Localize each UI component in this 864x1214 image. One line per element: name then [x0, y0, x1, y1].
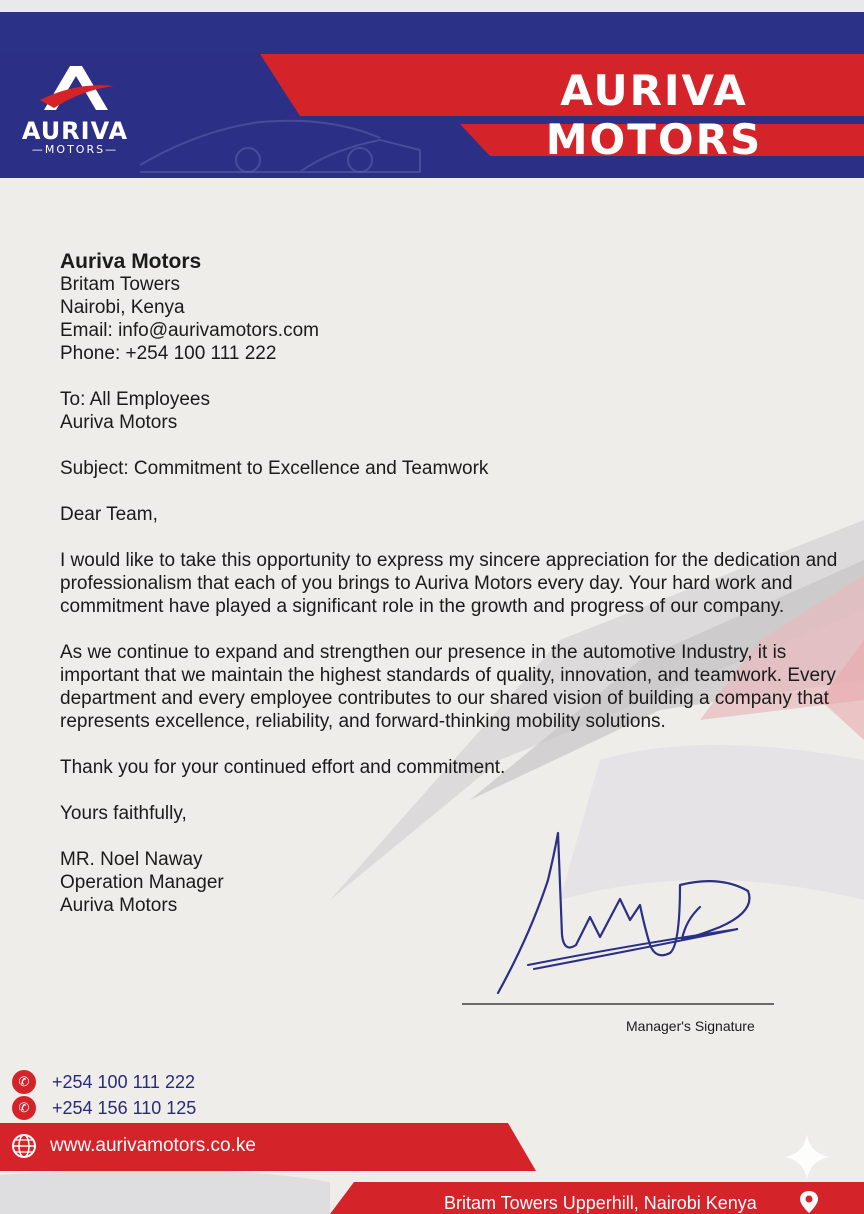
- signatory-company: Auriva Motors: [60, 895, 178, 916]
- website-link[interactable]: www.aurivamotors.co.ke: [50, 1135, 256, 1156]
- salutation: Dear Team,: [60, 504, 158, 525]
- sender-building: Britam Towers: [60, 274, 181, 295]
- banner-title: AURIVA MOTORS: [545, 66, 763, 164]
- signatory-title: Operation Manager: [60, 872, 224, 893]
- footer-phone-2: [12, 1096, 196, 1120]
- body-paragraph-3: [60, 756, 840, 779]
- signatory-name: MR. Noel Naway: [60, 849, 203, 870]
- paragraph-text: Thank you for your continued effort and commitment.: [60, 757, 506, 778]
- sender-city: Nairobi, Kenya: [60, 297, 185, 318]
- closing: Yours faithfully,: [60, 803, 187, 824]
- phone-number: +254 156 110 125: [52, 1097, 197, 1118]
- body-paragraph-1: [60, 549, 840, 618]
- body-paragraph-2: [60, 641, 840, 733]
- phone-icon: ✆: [12, 1070, 36, 1094]
- map-pin-icon: [798, 1190, 820, 1214]
- sender-email: Email: info@aurivamotors.com: [60, 320, 319, 341]
- footer-address: Britam Towers Upperhill, Nairobi Kenya: [444, 1193, 757, 1213]
- sparkle-icon: [782, 1132, 832, 1182]
- globe-icon: [10, 1132, 38, 1160]
- footer-phone-1: [12, 1070, 195, 1094]
- signature-caption: Manager's Signature: [626, 1018, 755, 1034]
- sender-phone: Phone: +254 100 111 222: [60, 343, 277, 364]
- sender-address-block: [60, 250, 840, 365]
- closing-block: [60, 802, 840, 825]
- paragraph-text: I would like to take this opportunity to express my sincere appreciation for the dedication and professionalism that each of you brings to Auriva Motors every day. Your hard work and commitment have played a significant role in the growth and progress of our company.: [60, 550, 838, 617]
- handwritten-signature: [490, 825, 770, 1000]
- logo-wordmark: AURIVA: [21, 117, 129, 145]
- auriva-logo-emblem: [36, 60, 116, 116]
- logo-subtitle: —MOTORS—: [31, 143, 119, 156]
- recipient-block: [60, 388, 840, 434]
- salutation-block: [60, 503, 840, 526]
- subject-text: Subject: Commitment to Excellence and Teamwork: [60, 458, 489, 479]
- subject-line: [60, 457, 840, 480]
- letter-body: [60, 250, 840, 917]
- phone-icon: ✆: [12, 1096, 36, 1120]
- sender-company: Auriva Motors: [60, 250, 202, 273]
- letterhead-header: [0, 0, 864, 178]
- recipient-org: Auriva Motors: [60, 412, 178, 433]
- paragraph-text: As we continue to expand and strengthen our presence in the automotive Industry, it is important that we maintain the highest standards of quality, innovation, and teamwork. Every department and every employee contributes to our shared vision of building a company that represents excellence, reliability, and forward-thinking mobility solutions.: [60, 642, 836, 732]
- recipient-to: To: All Employees: [60, 389, 210, 410]
- phone-number: +254 100 111 222: [52, 1071, 195, 1092]
- signature-line: [462, 1003, 774, 1005]
